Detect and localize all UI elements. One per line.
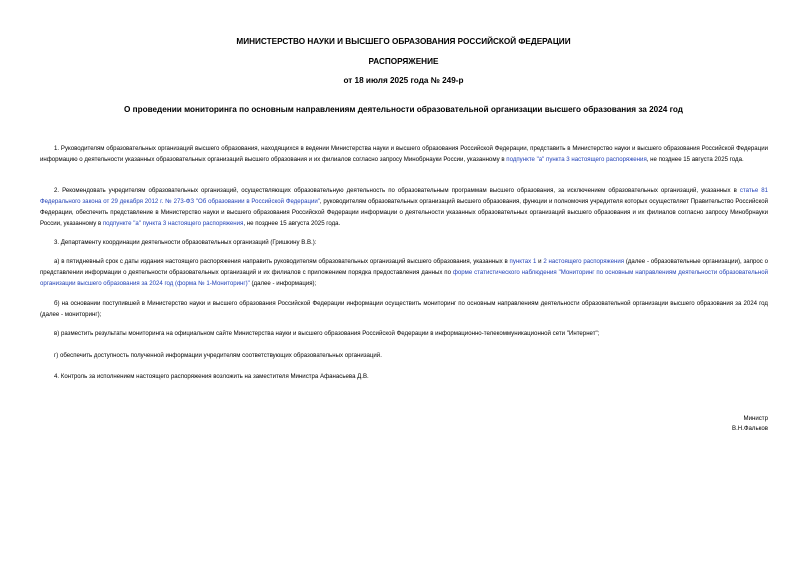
paragraph-2-text-a: 2. Рекомендовать учредителям образовательных организаций, осуществляющих образовательную деятельность по образовательным программам высшего образования, за исключением образовательных организаций, указанных в bbox=[54, 187, 740, 194]
signature-name: В.Н.Фальков bbox=[732, 425, 768, 432]
document-type: РАСПОРЯЖЕНИЕ bbox=[368, 57, 439, 66]
paragraph-3c bbox=[40, 328, 768, 339]
signature-position: Министр bbox=[743, 415, 768, 422]
paragraph-1-text-a: 1. Руководителям образовательных организаций высшего образования, находящихся в ведении Министерства науки и высшего образования Российской Федерации, представить в Министерство науки и высшего образования Российской Федерации информацию о деятельности указанных образовательных организаций высшего образования и их филиалов согласно запросу Минобрнауки России, указанному в bbox=[40, 145, 768, 163]
paragraph-2-text-c: , не позднее 15 августа 2025 года. bbox=[243, 220, 341, 227]
document-date-number: от 18 июля 2025 года № 249-р bbox=[343, 76, 464, 85]
paragraph-3b bbox=[40, 298, 768, 320]
link-statistical-form[interactable]: форме статистического наблюдения "Мониторинг по основным направлениям деятельности образовательной организации высшего образования за 2024 год (форма № 1-Мониторинг)" bbox=[40, 269, 768, 287]
paragraph-4 bbox=[40, 371, 768, 382]
paragraph-3a bbox=[40, 256, 768, 289]
paragraph-3a-text-c: (далее - образовательные организации), запрос о представлении информации о деятельности образовательных организаций и их филиалов с приложением порядка предоставления данных по bbox=[40, 258, 769, 276]
paragraph-3d bbox=[40, 350, 768, 361]
paragraph-1 bbox=[40, 143, 768, 165]
paragraph-3a-text-a: а) в пятидневный срок с даты издания настоящего распоряжения направить руководителям образовательных организаций высшего образования, указанных в bbox=[54, 258, 510, 265]
paragraph-3a-text-d: (далее - информация); bbox=[249, 280, 317, 287]
paragraph-3b-text: б) на основании поступившей в Министерство науки и высшего образования Российской Федерации информации осуществить мониторинг по основным направлениям деятельности образовательной организации высшего образования за 2024 год (далее - мониторинг); bbox=[40, 300, 768, 318]
paragraph-3-text: 3. Департаменту координации деятельности образовательных организаций (Гришкину В.В.): bbox=[54, 239, 317, 246]
paragraph-3d-text: г) обеспечить доступность полученной информации учредителям соответствующих образовательных организаций. bbox=[54, 352, 382, 359]
paragraph-2-text-b: , руководителям образовательных организаций высшего образования, функции и полномочия учредителя которых осуществляет Правительство Российской Федерации, обеспечить представление в Министерство науки и высшего образования Российской Федерации информации о деятельности указанных образовательных организаций высшего образования и их филиалов согласно запросу Минобрнауки России, указанному в bbox=[40, 198, 768, 227]
paragraph-3a-text-b: и bbox=[536, 258, 544, 265]
ministry-heading: МИНИСТЕРСТВО НАУКИ И ВЫСШЕГО ОБРАЗОВАНИЯ РОССИЙСКОЙ ФЕДЕРАЦИИ bbox=[236, 37, 571, 46]
paragraph-3c-text: в) разместить результаты мониторинга на официальном сайте Министерства науки и высшего образования Российской Федерации в информационно-телекоммуникационной сети "Интернет"; bbox=[54, 330, 600, 337]
paragraph-1-text-b: , не позднее 15 августа 2025 года. bbox=[646, 156, 744, 163]
paragraph-4-text: 4. Контроль за исполнением настоящего распоряжения возложить на заместителя Министра Афанасьева Д.В. bbox=[54, 373, 369, 380]
link-subpoint-a-point-3[interactable]: подпункте "а" пункта 3 настоящего распоряжения bbox=[506, 156, 647, 163]
link-article-81-law-273[interactable]: статье 81 Федерального закона от 29 декабря 2012 г. № 273-ФЗ "Об образовании в Российской Федерации" bbox=[40, 187, 768, 205]
link-subpoint-a-point-3[interactable]: подпункте "а" пункта 3 настоящего распоряжения bbox=[102, 220, 244, 227]
paragraph-2 bbox=[40, 185, 768, 229]
link-point-2[interactable]: 2 настоящего распоряжения bbox=[543, 258, 625, 265]
document-title: О проведении мониторинга по основным направлениям деятельности образовательной организации высшего образования за 2024 год bbox=[123, 105, 683, 114]
paragraph-3 bbox=[40, 237, 768, 248]
link-points-1[interactable]: пунктах 1 bbox=[509, 258, 537, 265]
